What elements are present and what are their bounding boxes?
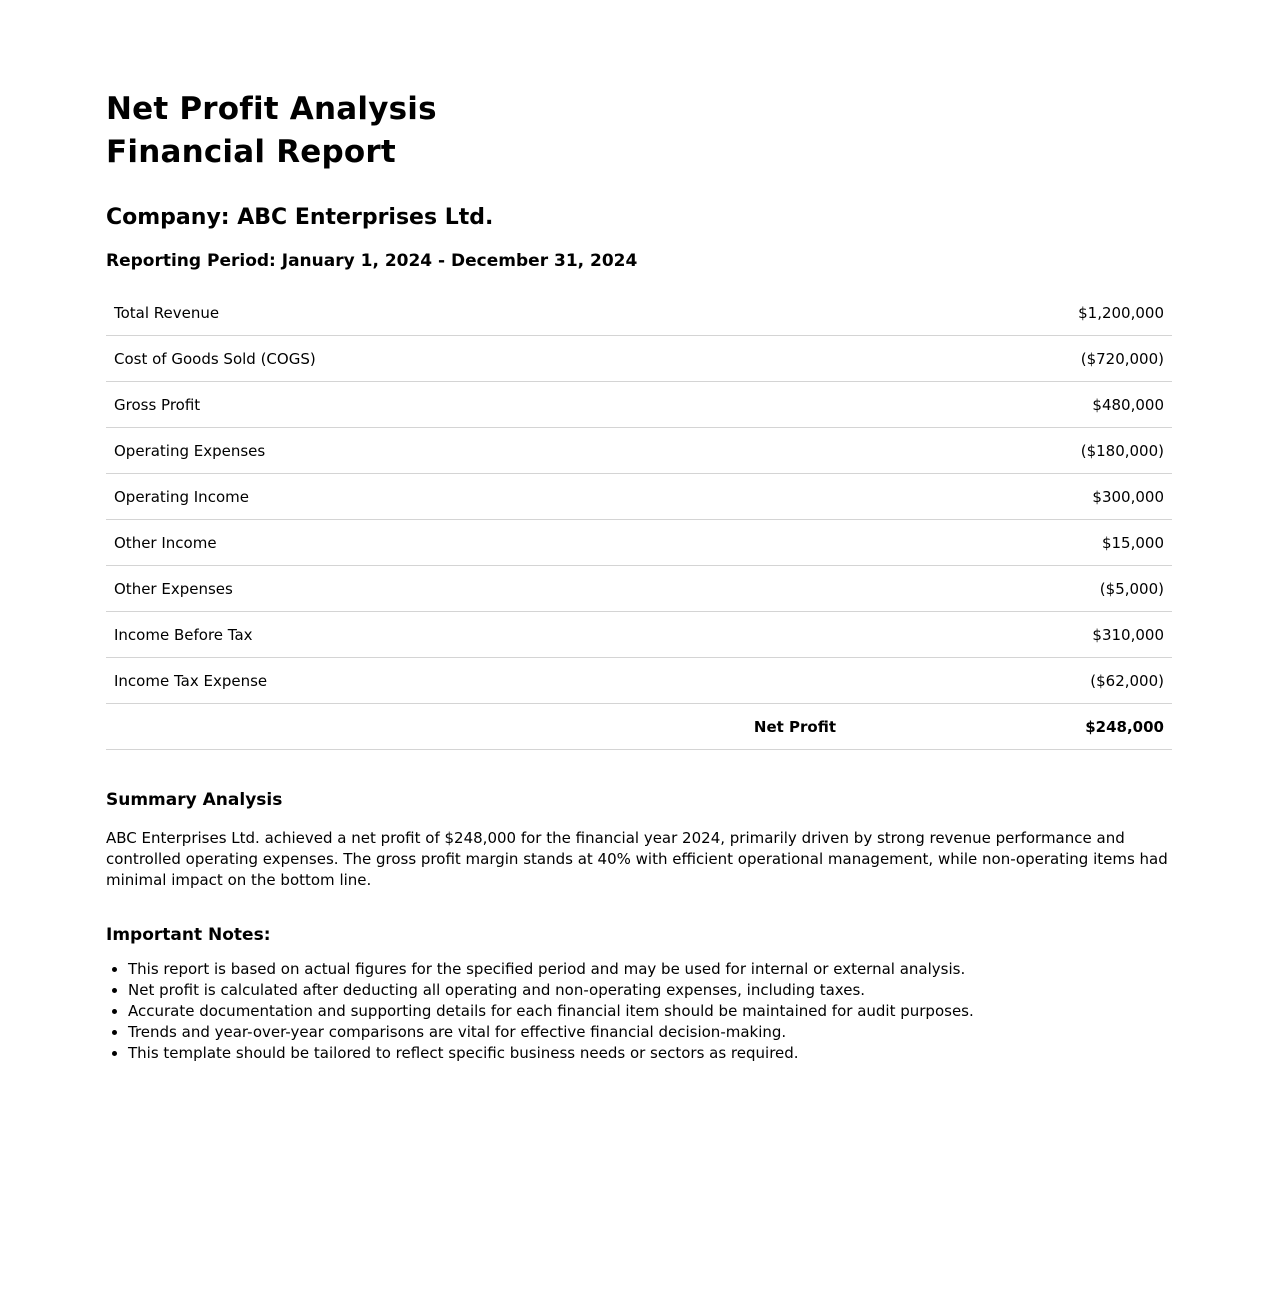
report-title <box>106 88 1172 174</box>
notes-list <box>106 959 1172 1064</box>
net-profit-row <box>106 704 1172 750</box>
row-label: Income Before Tax <box>106 612 539 658</box>
row-value: $15,000 <box>956 520 1172 566</box>
row-label: Other Income <box>106 520 539 566</box>
net-profit-label: Net Profit <box>539 704 956 750</box>
row-value: ($720,000) <box>956 336 1172 382</box>
row-value: $480,000 <box>956 382 1172 428</box>
row-value: ($180,000) <box>956 428 1172 474</box>
list-item: • Trends and year-over-year comparisons are vital for effective financial decision-making. <box>128 1022 1172 1043</box>
table-row <box>106 612 1172 658</box>
list-item: • This template should be tailored to reflect specific business needs or sectors as required. <box>128 1043 1172 1064</box>
table-row <box>106 566 1172 612</box>
table-row <box>106 520 1172 566</box>
company-name: Company: ABC Enterprises Ltd. <box>106 205 494 230</box>
table-row <box>106 290 1172 336</box>
row-value: $300,000 <box>956 474 1172 520</box>
table-row <box>106 428 1172 474</box>
notes-heading: Important Notes: <box>106 925 271 945</box>
reporting-period: Reporting Period: January 1, 2024 - December 31, 2024 <box>106 251 638 271</box>
net-profit-value: $248,000 <box>956 704 1172 750</box>
list-item: • Accurate documentation and supporting details for each financial item should be maintained for audit purposes. <box>128 1001 1172 1022</box>
row-value: ($62,000) <box>956 658 1172 704</box>
row-label: Operating Income <box>106 474 539 520</box>
summary-heading: Summary Analysis <box>106 790 283 810</box>
summary-text: ABC Enterprises Ltd. achieved a net profit of $248,000 for the financial year 2024, primarily driven by strong revenue performance and controlled operating expenses. The gross profit margin stands at 40% with efficient operational management, while non-operating items had minimal impact on the bottom line. <box>106 829 1168 889</box>
row-value: ($5,000) <box>956 566 1172 612</box>
table-row <box>106 382 1172 428</box>
table-row <box>106 474 1172 520</box>
report-title-line2: Financial Report <box>106 134 396 170</box>
row-label: Cost of Goods Sold (COGS) <box>106 336 539 382</box>
row-label: Operating Expenses <box>106 428 539 474</box>
row-value: $310,000 <box>956 612 1172 658</box>
row-label: Gross Profit <box>106 382 539 428</box>
financial-table <box>106 290 1172 750</box>
report-title-line1: Net Profit Analysis <box>106 91 437 127</box>
row-value: $1,200,000 <box>956 290 1172 336</box>
row-label: Total Revenue <box>106 290 539 336</box>
table-row <box>106 658 1172 704</box>
list-item: • This report is based on actual figures for the specified period and may be used for internal or external analysis. <box>128 959 1172 980</box>
table-row <box>106 336 1172 382</box>
row-label: Other Expenses <box>106 566 539 612</box>
list-item: • Net profit is calculated after deducting all operating and non-operating expenses, including taxes. <box>128 980 1172 1001</box>
row-label: Income Tax Expense <box>106 658 539 704</box>
